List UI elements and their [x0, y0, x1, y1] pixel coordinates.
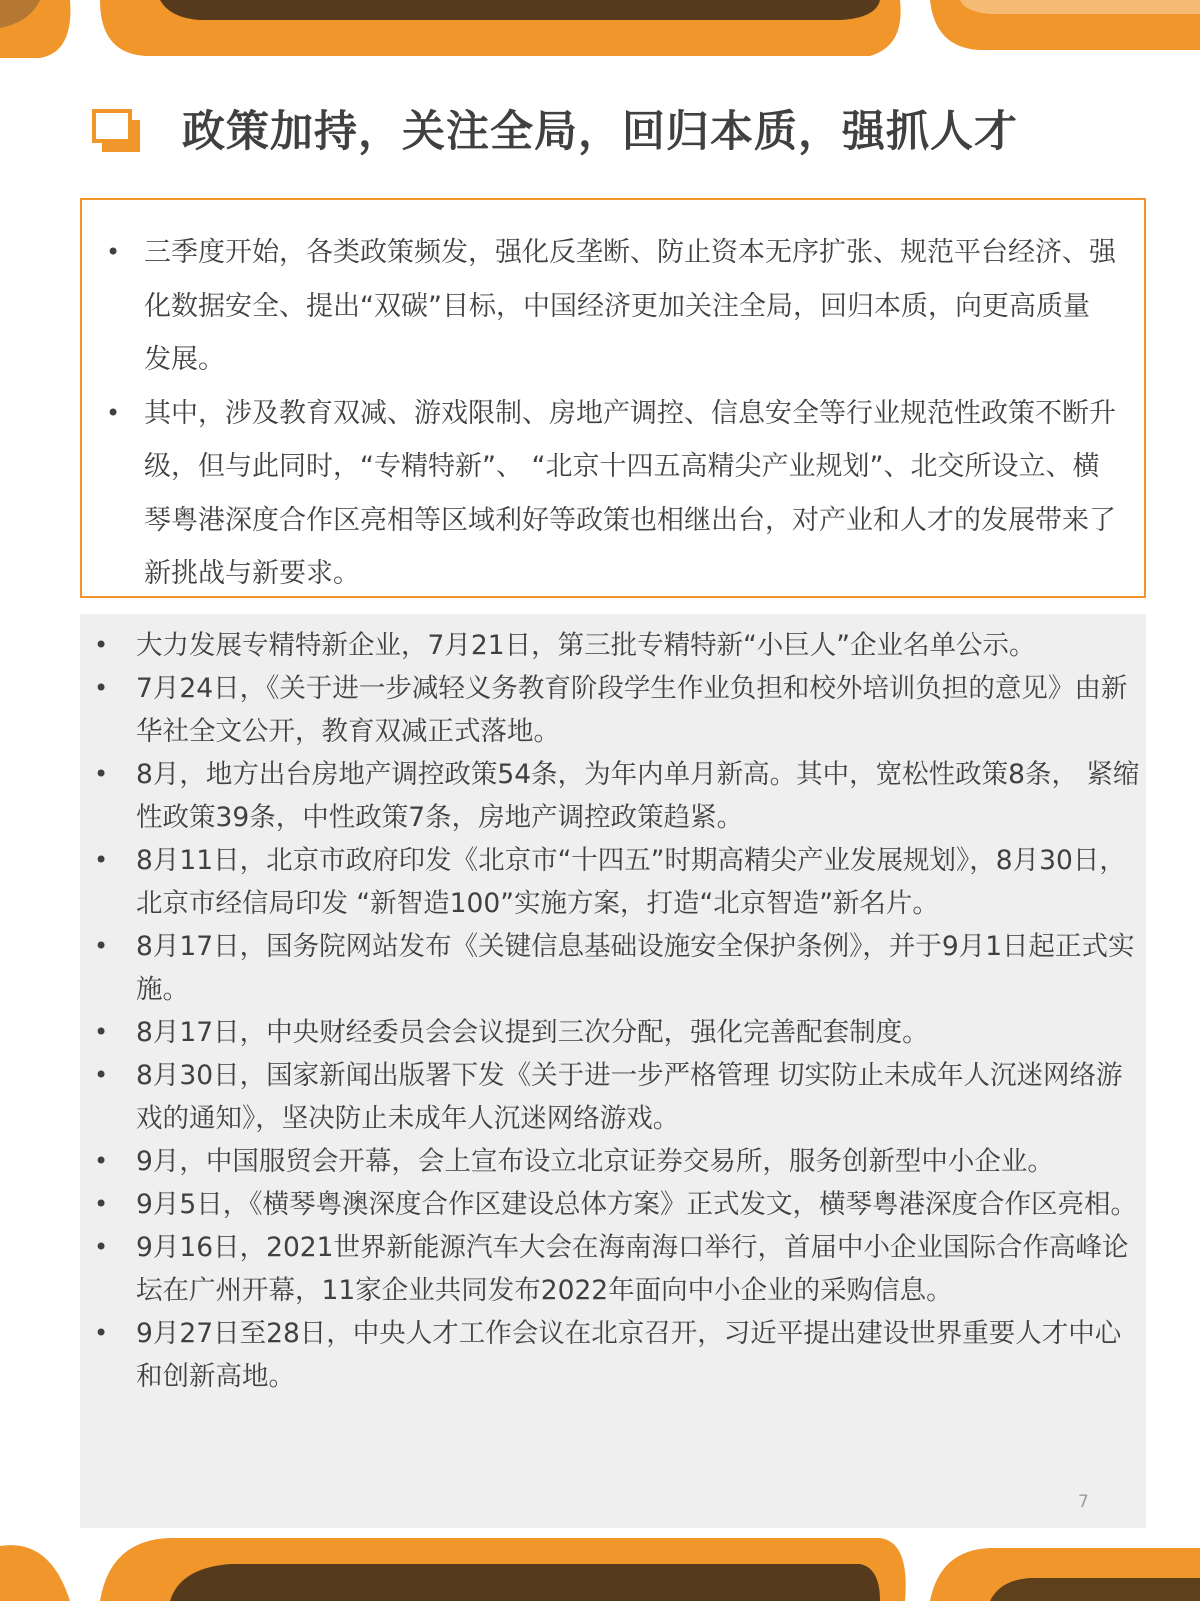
summary-item: • 三季度开始，各类政策频发，强化反垄断、防止资本无序扩张、规范平台经济、强化数据安全、提出“双碳”目标，中国经济更加关注全局，回归本质，向更高质量发展。: [106, 226, 1116, 387]
page-number: 7: [1078, 1492, 1089, 1512]
top-decoration: [0, 0, 1200, 62]
summary-item: • 其中，涉及教育双减、游戏限制、房地产调控、信息安全等行业规范性政策不断升级，但与此同时，“专精特新”、 “北京十四五高精尖产业规划”、北交所设立、横琴粤港深度合作区亮相等区域利好等政策也相继出台，对产业和人才的发展带来了新挑战与新要求。: [106, 387, 1116, 601]
list-item: • 9月27日至28日，中央人才工作会议在北京召开，习近平提出建设世界重要人才中心和创新高地。: [94, 1312, 1146, 1398]
summary-list: [106, 226, 1116, 601]
list-item: • 7月24日，《关于进一步减轻义务教育阶段学生作业负担和校外培训负担的意见》由新华社全文公开，教育双减正式落地。: [94, 667, 1146, 753]
list-item: • 8月11日，北京市政府印发《北京市“十四五”时期高精尖产业发展规划》，8月30日，北京市经信局印发 “新智造100”实施方案，打造“北京智造”新名片。: [94, 839, 1146, 925]
list-item: • 8月30日，国家新闻出版署下发《关于进一步严格管理 切实防止未成年人沉迷网络游戏的通知》，坚决防止未成年人沉迷网络游戏。: [94, 1054, 1146, 1140]
list-item: • 9月5日，《横琴粤澳深度合作区建设总体方案》正式发文，横琴粤港深度合作区亮相。: [94, 1183, 1146, 1226]
bottom-decoration: [0, 1528, 1200, 1601]
detail-box: [80, 614, 1146, 1528]
list-item: • 8月17日，国务院网站发布《关键信息基础设施安全保护条例》，并于9月1日起正式实施。: [94, 925, 1146, 1011]
square-bullet-icon: [92, 108, 144, 154]
page-title: 政策加持，关注全局，回归本质，强抓人才: [182, 107, 1018, 157]
list-item: • 8月17日，中央财经委员会会议提到三次分配，强化完善配套制度。: [94, 1011, 1146, 1054]
list-item: • 8月，地方出台房地产调控政策54条，为年内单月新高。其中，宽松性政策8条， 紧缩性政策39条，中性政策7条，房地产调控政策趋紧。: [94, 753, 1146, 839]
title-row: [90, 100, 1150, 164]
list-item: • 9月，中国服贸会开幕，会上宣布设立北京证券交易所，服务创新型中小企业。: [94, 1140, 1146, 1183]
list-item: • 大力发展专精特新企业，7月21日，第三批专精特新“小巨人”企业名单公示。: [94, 624, 1146, 667]
detail-list: [94, 624, 1146, 1398]
summary-box: [80, 198, 1146, 598]
list-item: • 9月16日，2021世界新能源汽车大会在海南海口举行，首届中小企业国际合作高峰论坛在广州开幕，11家企业共同发布2022年面向中小企业的采购信息。: [94, 1226, 1146, 1312]
